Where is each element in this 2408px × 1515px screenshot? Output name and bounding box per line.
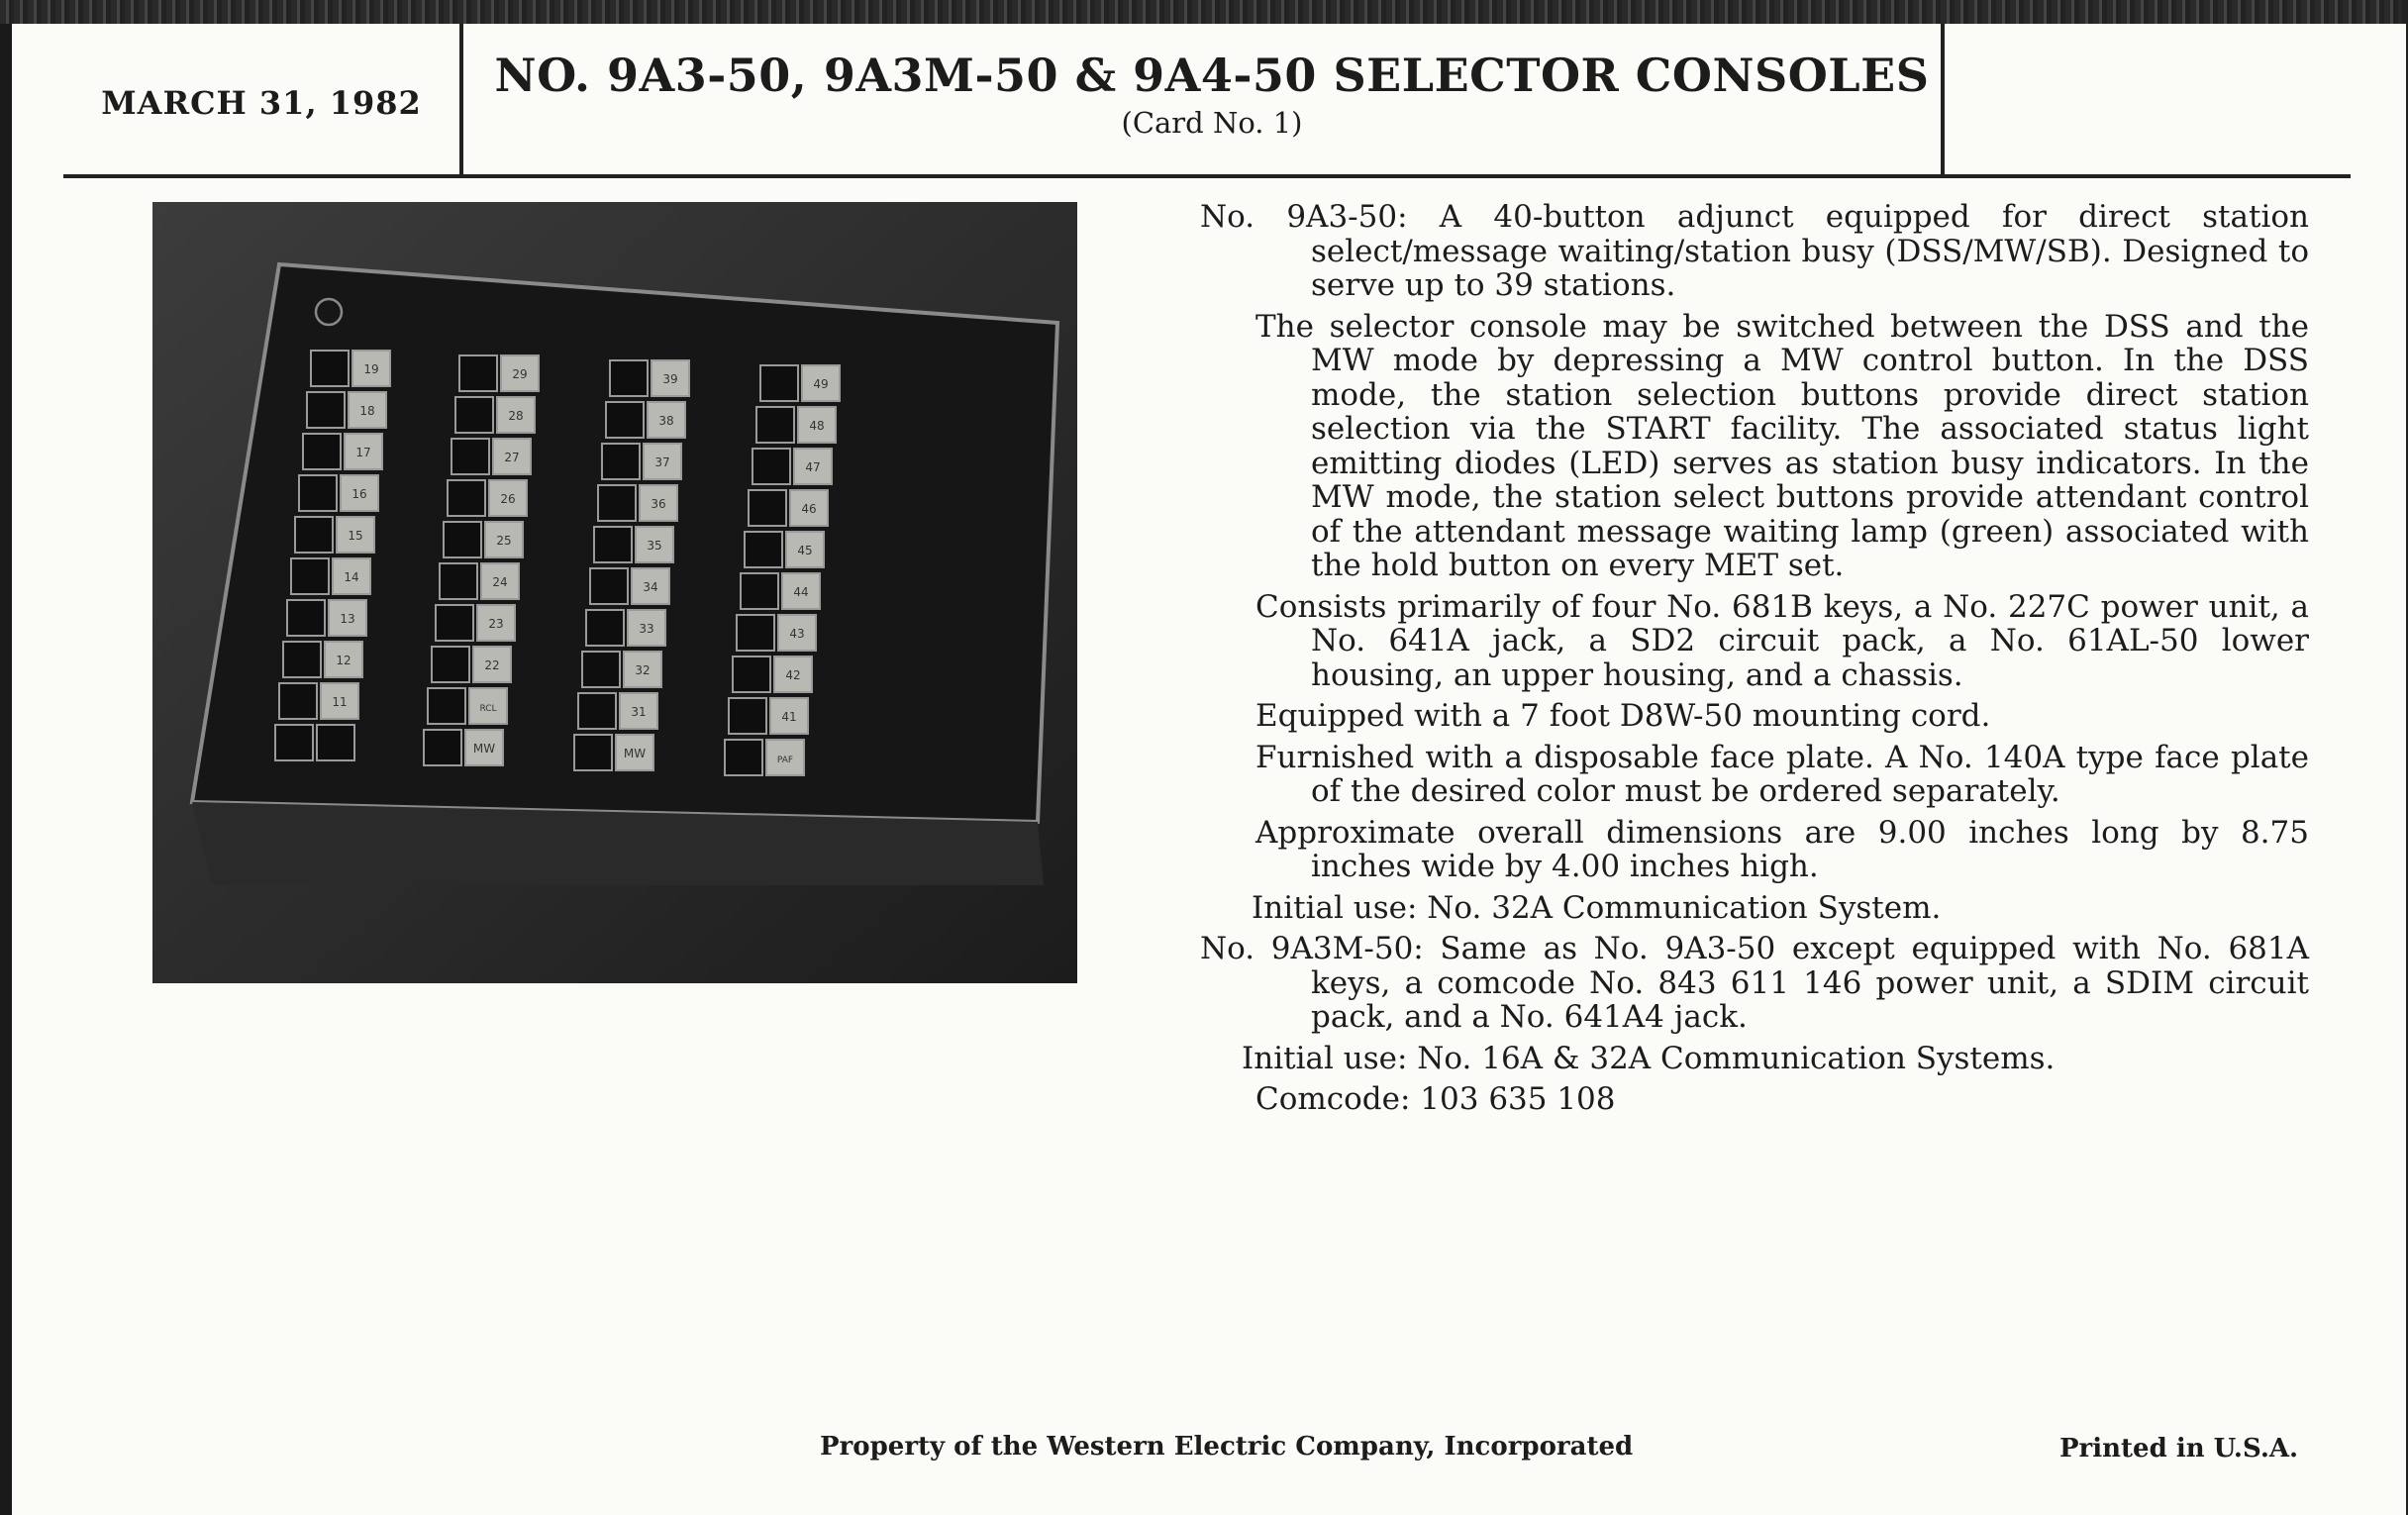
key-label: 27 [504,451,520,464]
key-label: 33 [639,622,654,636]
status-led [602,444,640,479]
status-led [590,568,628,604]
footer-printed: Printed in U.S.A. [2059,1434,2299,1464]
key-label: 15 [348,529,363,543]
key-label: 32 [635,663,651,677]
status-led [741,573,778,609]
status-led [424,730,461,765]
status-led [578,693,616,729]
status-led [299,475,337,511]
key-label: 14 [344,570,359,584]
key-label: MW [623,747,647,760]
status-led [582,652,620,687]
description-dimensions: Approximate overall dimensions are 9.00 inches long by 8.75 inches wide by 4.00 inches high. [1255,814,2309,884]
status-led [287,600,325,636]
card-title: NO. 9A3-50, 9A3M-50 & 9A4-50 SELECTOR CONSOLES [494,49,1930,102]
status-led [733,656,770,692]
status-led [598,485,636,521]
status-led [737,615,774,651]
key-label: 48 [809,419,825,433]
status-led [283,642,321,677]
key-label: 34 [643,580,658,594]
key-label: 49 [813,377,829,391]
key-label: 46 [801,502,817,516]
key-label: 47 [805,460,821,474]
card-subtitle: (Card No. 1) [1121,106,1303,140]
status-led [436,605,473,641]
key-label: 42 [785,668,801,682]
key-label: 31 [631,705,647,719]
status-led [594,527,632,562]
key-label: 37 [654,455,670,469]
key-label: 44 [793,585,809,599]
status-led [307,392,345,428]
description-9a3m-50: No. 9A3M-50: Same as No. 9A3-50 except equipped with No. 681A keys, a comcode No. 843 611 146 power unit, a SDIM circuit pack, and a No. 641A4 jack. [1200,931,2309,1035]
description-components: Consists primarily of four No. 681B keys, a No. 227C power unit, a No. 641A jack, a SD2 circuit pack, a No. 61AL-50 lower housing, an upper housing, and a chassis. [1255,588,2309,693]
status-led [440,563,477,599]
status-led [428,688,465,724]
status-led [448,480,485,516]
description-block [1200,200,2309,1124]
key-label: 13 [340,612,355,626]
status-led [586,610,624,646]
card-top-edge [0,0,2408,24]
station-key [317,725,354,760]
description-9a3-50: No. 9A3-50: A 40-button adjunct equipped for direct station select/message waiting/station busy (DSS/MW/SB). Designed to serve up to 39 stations. [1200,199,2309,303]
key-label: 18 [359,404,375,418]
status-led [574,735,612,770]
key-label: 36 [651,497,666,511]
key-label: 11 [332,695,348,709]
status-led [729,698,766,734]
card-date: MARCH 31, 1982 [101,84,422,122]
status-led [444,522,481,557]
console-photo [152,202,1077,983]
description-initial-use-2: Initial use: No. 16A & 32A Communication Systems. [1242,1040,2056,1076]
key-label: 43 [789,627,805,641]
description-initial-use: Initial use: No. 32A Communication System. [1252,889,1942,926]
status-led [311,351,349,386]
status-led [275,725,313,760]
key-label: 22 [484,658,500,672]
key-label: 35 [647,539,662,553]
status-led [756,407,794,443]
key-label: 25 [496,534,512,548]
status-led [752,449,790,484]
key-label: 38 [658,414,674,428]
status-led [725,740,762,775]
description-cord: Equipped with a 7 foot D8W-50 mounting cord. [1255,698,1991,734]
key-label: 39 [662,372,678,386]
status-led [295,517,333,553]
description-faceplate: Furnished with a disposable face plate. A No. 140A type face plate of the desired color must be ordered separately. [1255,739,2309,809]
key-label: 19 [363,362,379,376]
key-label: 24 [492,575,508,589]
footer-property: Property of the Western Electric Company, Incorporated [820,1432,1634,1462]
status-led [749,490,786,526]
header-rule [63,174,2351,178]
status-led [760,365,798,401]
key-label: 45 [797,544,813,557]
key-label: 26 [500,492,516,506]
key-label: 12 [336,654,351,667]
spec-card [12,24,2406,1515]
key-label: 29 [512,367,528,381]
status-led [452,439,489,474]
status-led [279,683,317,719]
key-label: MW [472,742,496,756]
status-led [455,397,493,433]
key-label: PAF [776,756,794,765]
key-label: 28 [508,409,524,423]
status-led [610,360,648,396]
status-led [432,647,469,682]
description-comcode: Comcode: 103 635 108 [1255,1081,1616,1117]
status-led [291,558,329,594]
header-divider-left [459,24,463,174]
status-led [459,355,497,391]
key-label: 17 [355,446,371,459]
key-label: 23 [488,617,504,631]
key-label: 16 [351,487,367,501]
status-led [606,402,644,438]
description-modes: The selector console may be switched between the DSS and the MW mode by depressing a MW control button. In the DSS mode, the station selection buttons provide direct station selection via the START facility. The associated status light emitting diodes (LED) serves as station busy indicators. In the MW mode, the station select buttons provide attendant control of the attendant message waiting lamp (green) associated with the hold button on every MET set. [1255,308,2309,583]
status-led [303,434,341,469]
key-label: RCL [479,704,497,714]
console-illustration [152,202,1077,983]
key-label: 41 [781,710,797,724]
status-led [745,532,782,567]
